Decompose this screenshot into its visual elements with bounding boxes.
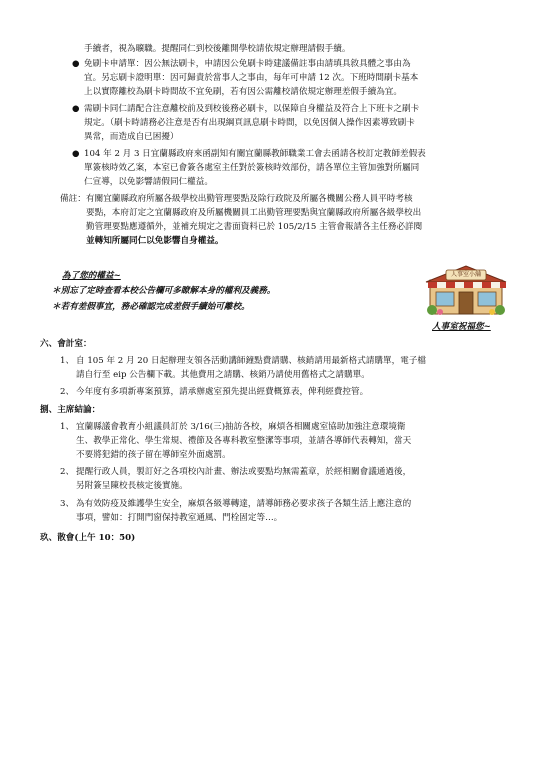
item-number: 2、 [60,387,75,397]
rights-item: ＊別忘了定時查看本校公告欄可多瞭解本身的權利及義務。 [52,286,276,296]
item-line: 自 105 年 2 月 20 日起辦理支領各活動講師鐘點費請購、核銷請用最新格式請購單，電子檔 [76,356,426,366]
item-line: 另附簽呈陳校長核定後實施。 [76,481,188,491]
section-title: 六、會計室： [40,339,92,349]
signature: 人事室祝福您~ [432,322,491,332]
note-prefix: 備註： [60,194,86,204]
shop-sign-text: 人事室小舖 [450,271,481,278]
item-line: 生、教學正常化、學生常規、禮節及各專科教室整潔等事項，並請各導師代表轉知，當天 [76,436,412,446]
paragraph-line: 上以實際離校為刷卡時間故不宜免刷，若有因公需離校請依規定辦理差假手續為宜。 [84,87,402,97]
note-line: 要點，本府訂定之宜蘭縣政府及所屬機關員工出勤管理要點與宜蘭縣政府所屬各級學校出 [86,208,422,218]
item-line: 請自行至 eip 公告欄下載。其他費用之請購、核銷乃請使用舊格式之請購單。 [76,370,370,380]
paragraph-line: 仁宣導，以免影響請假同仁權益。 [84,177,213,187]
item-number: 1、 [60,422,75,432]
item-number: 3、 [60,499,75,509]
bullet-dot: ● [72,59,80,69]
note-line: 勤管理要點應遵循外，並補充規定之書面資料已於 105/2/15 主管會報請各主任務必詳閱 [86,222,423,232]
item-line: 提醒行政人員，製訂好之各項校內計畫、辦法或要點均無需蓋章，於經相關會議通過後， [76,467,412,477]
paragraph-line: 單簽核時效乙案，本室已會簽各處室主任對於簽核時效部份，請各單位主管加強對所屬同 [84,163,420,173]
bullet-dot: ● [72,149,80,159]
paragraph-line: 規定。（刷卡時請務必注意是否有出現綱頁訊息刷卡時間，以免因個人操作因素導致刷卡 [84,118,415,128]
paragraph-line: 免刷卡申請單：因公無法刷卡，申請因公免刷卡時建議備註事由請填具敘具體之事由為 [84,59,411,69]
section-title: 捌、主席結論： [40,405,101,415]
item-line: 宜蘭縣議會教育小組議員訂於 3/16(三)抽訪各校，麻煩各相關處室協助加強注意環境衛 [76,422,406,432]
bullet-dot: ● [72,104,80,114]
paragraph-line: 手續者，視為曠職。提醒同仁到校後離開學校請依規定辦理請假手續。 [84,44,351,54]
closing-line: 玖、散會(上午 10：50) [40,533,136,543]
note-line: 有關宜蘭縣政府所屬各級學校出勤管理要點及除行政院及所屬各機關公務人員平時考核 [86,194,413,204]
item-line: 為有效防疫及維護學生安全，麻煩各級導轉達，請導師務必要求孩子各類生活上應注意的 [76,499,412,509]
rights-heading: 為了您的權益~ [62,271,121,281]
item-number: 1、 [60,356,75,366]
rights-item: ＊若有差假事宜，務必確認完成差假手續始可離校。 [52,302,250,312]
paragraph-line: 異常，而造成自已困擾） [84,132,179,142]
item-number: 2、 [60,467,75,477]
paragraph-line: 需刷卡同仁請配合注意離校前及到校後務必刷卡，以保障自身權益及符合上下班卡之刷卡 [84,104,420,114]
paragraph-line: 104 年 2 月 3 日宜蘭縣政府來函副知有關宜蘭縣教師職業工會去函請各校訂定教師差假表 [84,149,426,159]
note-line-bold: 並轉知所屬同仁以免影響自身權益。 [86,236,224,246]
paragraph-line: 宜。另忘刷卡證明單：因可歸責於當事人之事由，每年可申請 12 次。下班時間刷卡基本 [84,73,419,83]
item-line: 不要將犯錯的孩子留在導師室外面處罰。 [76,450,231,460]
item-line: 事項，譬如：打開門窗保持教室通風、門栓固定等…。 [76,513,283,523]
shop-illustration [424,264,508,316]
item-line: 今年度有多項新專案預算，請承辦處室預先提出經費概算表，俾利經費控管。 [76,387,369,397]
